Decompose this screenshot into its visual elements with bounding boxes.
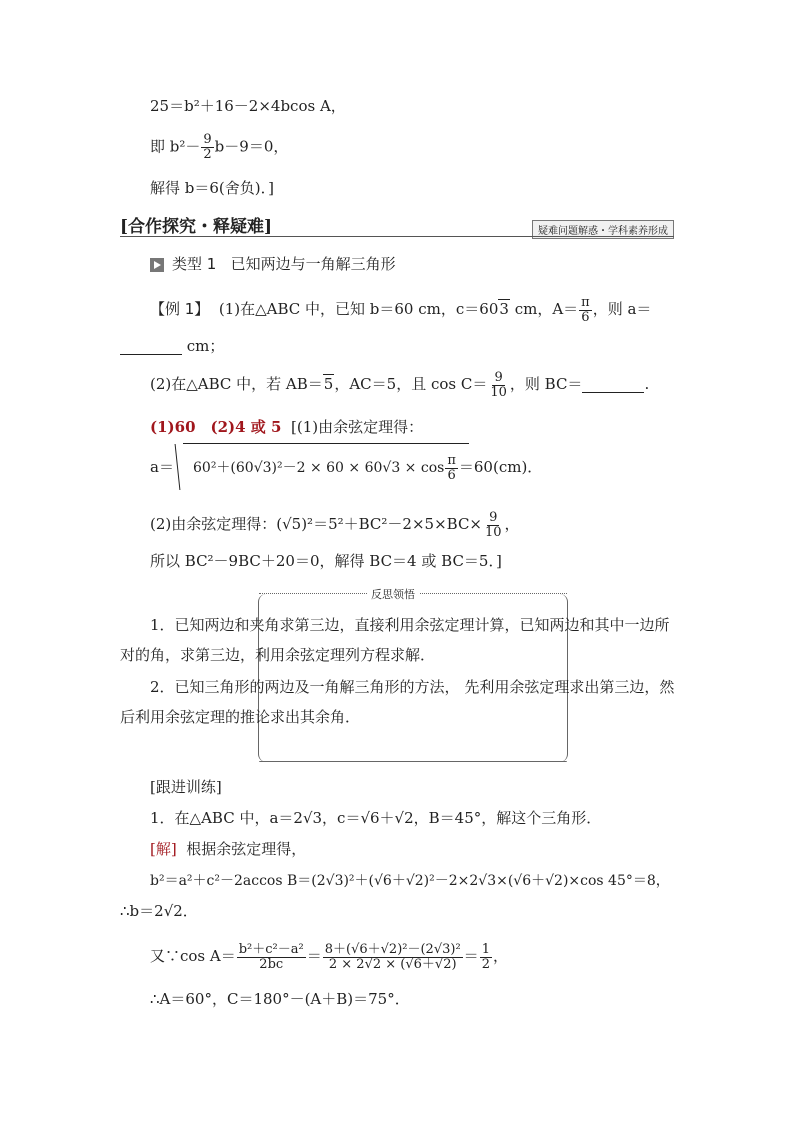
top-line-1: 25＝b²＋16－2×4bcos A， (150, 97, 346, 115)
example-p2-text: (2)在△ABC 中，若 AB＝ (150, 375, 323, 393)
example-part-1-answer-line (120, 335, 224, 357)
solution-line-5: ∴A＝60°，C＝180°－(A＋B)＝75°． (150, 990, 410, 1008)
answer-head: (1)60 (2)4 或 5 (150, 418, 282, 436)
answer-intro: [(1)由余弦定理得： (291, 418, 424, 436)
solution-tag: [解] (150, 840, 177, 858)
example-p2-text-c: ，则 BC＝ (509, 375, 583, 393)
sqrt: 3 (499, 300, 509, 318)
answer-l2-text: (2)由余弦定理得：(√5)²＝5²＋BC²－2×5×BC× (150, 515, 482, 533)
top-line-2 (150, 133, 288, 162)
reflection-para-1: 1．已知两边和夹角求第三边，直接利用余弦定理计算，已知两边和其中一边所对的角，求第三边，利用余弦定理列方程求解． (120, 616, 670, 664)
solution-line-1 (150, 838, 306, 860)
section-title: [合作探究・释疑难] (120, 217, 273, 237)
sqrt: 5 (323, 375, 334, 393)
type-title: 已知两边与一角解三角形 (230, 255, 396, 273)
example-part-1 (150, 291, 651, 327)
period: . (644, 375, 650, 393)
solution-line-2: b²＝a²＋c²－2accos B＝(2√3)²＋(√6＋√2)²－2×2√3×(√6＋√2)×cos 45°＝8， (150, 873, 670, 889)
comma: ， (492, 947, 508, 965)
example-p1-text: (1)在△ABC 中，已知 b＝60 cm，c＝60 (218, 300, 499, 318)
section-divider (120, 236, 674, 237)
answer-line-2 (150, 506, 520, 542)
example-p1-text-b: cm，A＝ (509, 300, 579, 318)
a-result: ＝60(cm)． (458, 458, 543, 476)
answer-blank[interactable] (120, 340, 182, 355)
type-label: 类型 1 (172, 255, 217, 273)
a-lhs: a＝ (150, 458, 174, 476)
training-question: 1．在△ABC 中，a＝2√3，c＝√6＋√2，B＝45°，解这个三角形． (150, 809, 602, 827)
comma: ， (504, 515, 520, 533)
unit-label: cm； (182, 337, 225, 355)
equals: ＝ (306, 947, 322, 965)
fraction: $\frac{\pi}{6}$ (447, 452, 456, 483)
fraction: $\frac{9}{10}$ (485, 509, 502, 540)
training-head: [跟进训练] (150, 778, 222, 796)
radical-expression (193, 452, 542, 483)
answer-line-3: 所以 BC²－9BC＋20＝0，解得 BC＝4 或 BC＝5．] (150, 552, 502, 570)
reflection-label: 反思领悟 (367, 586, 419, 602)
type-heading (150, 253, 396, 274)
fraction: $\frac{\text{b²＋c²－a²}}{2bc}$ (238, 941, 304, 972)
cos-a-label: 又∵cos A＝ (150, 947, 236, 965)
answer-head-line (150, 416, 423, 438)
solution-line-4 (150, 936, 508, 976)
fraction: $\frac{9}{2}$ (203, 132, 212, 162)
section-badge: 疑难问题解惑・学科素养形成 (532, 220, 674, 239)
top-line-2-pre: 即 b²－ (150, 137, 201, 156)
top-line-2-post: b－9＝0， (214, 137, 289, 156)
reflection-para-2: 2．已知三角形的两边及一角解三角形的方法， 先利用余弦定理求出第三边，然后利用余弦定理的推论求出其余角． (120, 678, 675, 726)
example-p1-text-c: ，则 a＝ (592, 300, 652, 318)
fraction: $\frac{1}{2}$ (481, 941, 490, 972)
solution-line-3: ∴b＝2√2． (120, 902, 198, 920)
top-line-3: 解得 b＝6(舍负)．] (150, 179, 274, 197)
fraction: $\frac{\text{8＋(√6＋√2)²－(2√3)²}}{2 \times 2√2 \times (√6+√2)}$ (324, 941, 461, 972)
radical-body: 60²＋(60√3)²－2 × 60 × 60√3 × cos (193, 460, 445, 476)
example-part-2 (150, 366, 649, 402)
play-triangle-icon (150, 258, 164, 272)
fraction: $\frac{9}{10}$ (490, 369, 507, 400)
fraction: $\frac{\pi}{6}$ (581, 294, 590, 325)
solution-text: 根据余弦定理得， (186, 840, 307, 858)
equals: ＝ (463, 947, 479, 965)
example-p2-text-b: ，AC＝5，且 cos C＝ (334, 375, 488, 393)
example-tag: 【例 1】 (150, 300, 210, 318)
answer-blank[interactable] (582, 378, 644, 393)
